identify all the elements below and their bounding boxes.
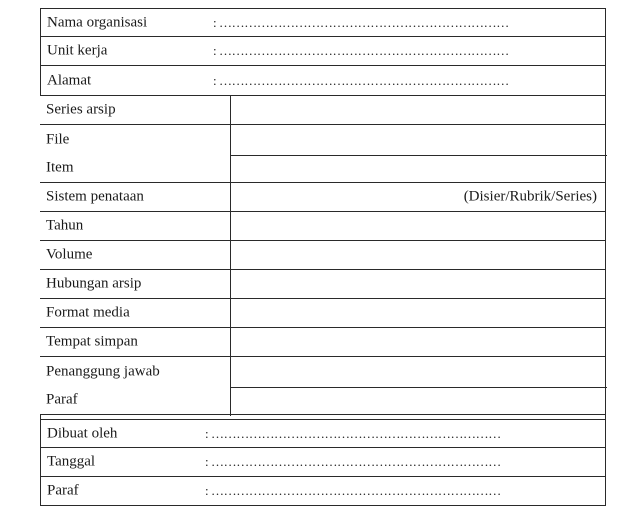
system-row bbox=[40, 183, 606, 212]
date-label: Tanggal bbox=[47, 453, 96, 470]
media-format-row bbox=[40, 299, 606, 328]
item-row bbox=[40, 154, 606, 183]
initial-row bbox=[40, 386, 606, 415]
unit-field[interactable]: : …………………………………………………………… bbox=[213, 43, 509, 58]
series-row bbox=[40, 95, 606, 125]
storage-row bbox=[40, 328, 606, 357]
item-label: Item bbox=[46, 159, 74, 176]
address-row bbox=[40, 66, 606, 95]
footer-initial-row bbox=[40, 477, 606, 506]
volume-label: Volume bbox=[46, 246, 93, 263]
footer-initial-field[interactable]: : …………………………………………………………… bbox=[205, 483, 501, 498]
storage-label: Tempat simpan bbox=[46, 333, 138, 350]
address-label: Alamat bbox=[47, 72, 92, 88]
year-row bbox=[40, 212, 606, 241]
unit-row bbox=[40, 37, 606, 66]
created-by-row bbox=[40, 419, 606, 448]
created-by-field[interactable]: : …………………………………………………………… bbox=[205, 425, 501, 441]
series-label: Series arsip bbox=[46, 101, 116, 118]
date-field[interactable]: : …………………………………………………………… bbox=[205, 454, 501, 469]
address-field[interactable]: : …………………………………………………………… bbox=[213, 72, 509, 88]
system-hint: (Disier/Rubrik/Series) bbox=[463, 188, 597, 205]
date-row bbox=[40, 448, 606, 477]
responsible-row bbox=[40, 357, 606, 386]
file-label: File bbox=[46, 131, 70, 147]
responsible-label: Penanggung jawab bbox=[46, 363, 160, 379]
year-label: Tahun bbox=[46, 217, 84, 234]
archive-form bbox=[40, 8, 606, 506]
org-name-label: Nama organisasi bbox=[47, 14, 148, 30]
volume-row bbox=[40, 241, 606, 270]
file-row bbox=[40, 125, 606, 154]
relation-row bbox=[40, 270, 606, 299]
created-by-label: Dibuat oleh bbox=[47, 425, 118, 441]
media-format-label: Format media bbox=[46, 304, 130, 321]
initial-label: Paraf bbox=[46, 391, 78, 408]
footer-initial-label: Paraf bbox=[47, 482, 79, 499]
org-name-row bbox=[40, 8, 606, 37]
system-label: Sistem penataan bbox=[46, 188, 144, 205]
unit-label: Unit kerja bbox=[47, 42, 108, 59]
org-name-field[interactable]: : …………………………………………………………… bbox=[213, 14, 509, 30]
relation-label: Hubungan arsip bbox=[46, 275, 142, 292]
